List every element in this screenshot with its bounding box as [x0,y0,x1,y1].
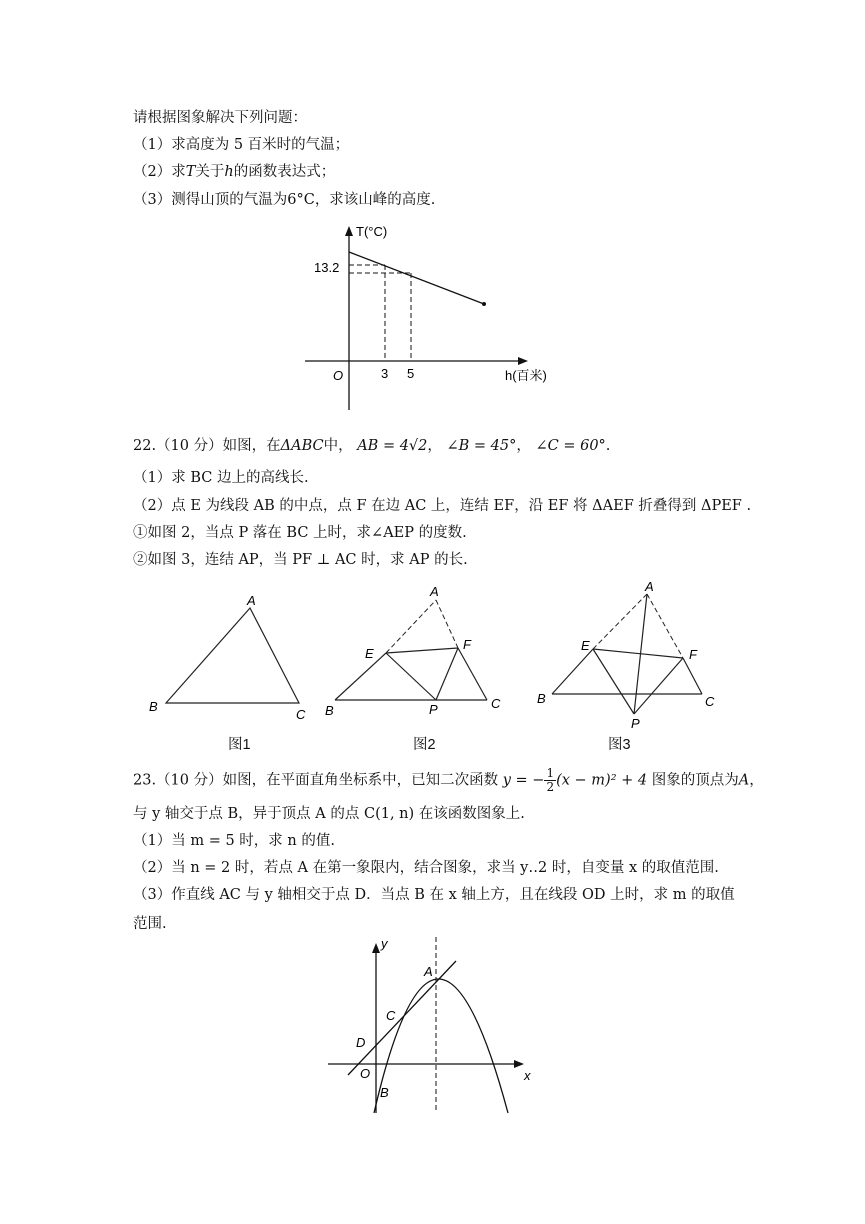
y-tick-13-2: 13.2 [314,260,340,275]
p22-q1: （1）求 BC 边上的高线长. [133,470,309,486]
y-axis-arrow [372,943,380,953]
fraction-half [544,767,556,794]
line-ep [593,649,634,714]
y-axis-label: T(°C) [356,224,388,239]
fig2-label-a: A [430,584,439,599]
angle-c: ∠C = 60° [535,438,606,454]
p23-q3-cont: 范围. [133,916,167,932]
vertex-a: A [738,772,750,789]
dash-af [647,594,683,658]
dash-ea [386,600,436,653]
x-axis-label: x [524,1068,531,1083]
parabola-curve [374,979,508,1113]
triangle-abc: ΔABC [280,438,324,454]
line-fc [458,648,487,700]
y-axis-arrow [345,226,353,236]
parabola-graph [320,935,540,1115]
fraction-numerator: 1 [546,766,555,780]
p21-q2-part: （2）求 [133,164,186,180]
label-b: B [380,1085,389,1100]
p22-q2: （2）点 E 为线段 AB 的中点，点 F 在边 AC 上，连结 EF，沿 EF 将 ΔAEF 折叠得到 ΔPEF . [133,498,752,514]
p21-q3 [133,190,435,210]
caption-fig2: 图2 [413,737,436,753]
p23-line2: 与 y 轴交于点 B，异于顶点 A 的点 C(1, n) 在该函数图象上. [133,806,525,822]
line-fp [634,658,683,714]
line-be [335,653,386,700]
fig2-label-c: C [491,696,501,711]
p23-q2: （2）当 n = 2 时，若点 A 在第一象限内，结合图象，求当 y‥2 时，自变量 x 的取值范围. [133,860,719,876]
label-a: A [424,964,433,979]
p21-q2-part: 关于 [195,164,225,180]
p21-q1: （1）求高度为 5 百米时的气温； [133,137,350,153]
fig3-label-b: B [537,691,546,706]
var-h: h [224,164,234,180]
p21-q3-part: ，求该山峰的高度. [314,192,436,208]
y-axis-label: y [381,936,388,951]
x-axis-label: h(百米) [505,368,547,383]
angle-b: ∠B = 45° [446,438,517,454]
line-be [552,649,593,694]
fig1-label-b: B [149,699,158,714]
fig2-label-f: F [463,637,471,652]
p22-header-part: 22.（10 分）如图，在 [133,438,281,454]
temperature-graph [290,220,570,415]
label-d: D [356,1035,366,1050]
p22-header-part: 中， [323,438,353,454]
figure-3 [537,580,715,730]
caption-fig3: 图3 [608,737,631,753]
p23-header: 23.（10 分）如图，在平面直角坐标系中，已知二次函数 y = − $\frac{1}{2}$ (x − m)² + 4 图象的顶点为A， [133,766,764,794]
fig3-label-a: A [645,580,654,594]
fig1-label-c: C [296,707,306,722]
fig3-label-e: E [581,638,590,653]
x-axis-arrow [514,1060,524,1068]
label-o: O [360,1066,371,1081]
p22-figures [140,580,740,730]
line-fc [683,658,702,694]
dash-af [436,600,458,648]
p22-q2-1: ①如图 2，当点 P 落在 BC 上时，求∠AEP 的度数. [133,525,467,541]
var-T: T [185,164,196,180]
fig3-label-f: F [689,647,697,662]
line-ac [348,961,456,1075]
label-c: C [386,1008,396,1023]
p21-intro: 请根据图象解决下列问题： [133,110,307,126]
x-tick-3: 3 [381,366,389,381]
line-end-point [482,302,486,306]
p21-q2 [133,162,335,182]
caption-fig1: 图1 [228,737,251,753]
line-ef [386,648,458,653]
x-tick-5: 5 [407,366,415,381]
figure-2 [325,584,501,718]
fig3-label-c: C [705,694,715,709]
temperature-line [349,252,484,304]
x-axis-arrow [518,357,528,365]
fig2-label-e: E [365,646,374,661]
line-ef [593,649,683,658]
line-fp [436,648,458,700]
fig2-label-p: P [429,702,438,717]
p22-q2-2: ②如图 3，连结 AP，当 PF ⊥ AC 时，求 AP 的长. [133,552,468,568]
p23-header-part: 23.（10 分）如图，在平面直角坐标系中，已知二次函数 [133,772,499,789]
dash-ea [593,594,647,649]
p23-header-part: 图象的顶点为 [651,772,739,789]
ab-length: AB = 4√2 [357,438,428,454]
figure-1 [149,593,306,722]
func-rest: (x − m)² + 4 [556,772,648,789]
fig2-label-b: B [325,703,334,718]
p23-q3: （3）作直线 AC 与 y 轴相交于点 D．当点 B 在 x 轴上方，且在线段 OD 上时，求 m 的取值 [133,887,735,903]
p22-header: 22.（10 分）如图，在ΔABC中， AB = 4√2， ∠B = 45°， ∠C = 60°. [133,438,611,454]
p23-q1: （1）当 m = 5 时，求 n 的值. [133,833,335,849]
triangle-abc-shape [166,608,299,703]
fig3-label-p: P [631,716,640,730]
fig1-label-a: A [247,593,256,608]
p21-q3-part: （3）测得山顶的气温为 [133,192,288,208]
fraction-denominator: 2 [546,780,555,794]
func-y: y = − [502,772,545,789]
origin-label: O [333,368,344,383]
p21-temp: 6°C [287,192,315,208]
p21-q2-part: 的函数表达式； [233,164,336,180]
line-ep [386,653,436,700]
